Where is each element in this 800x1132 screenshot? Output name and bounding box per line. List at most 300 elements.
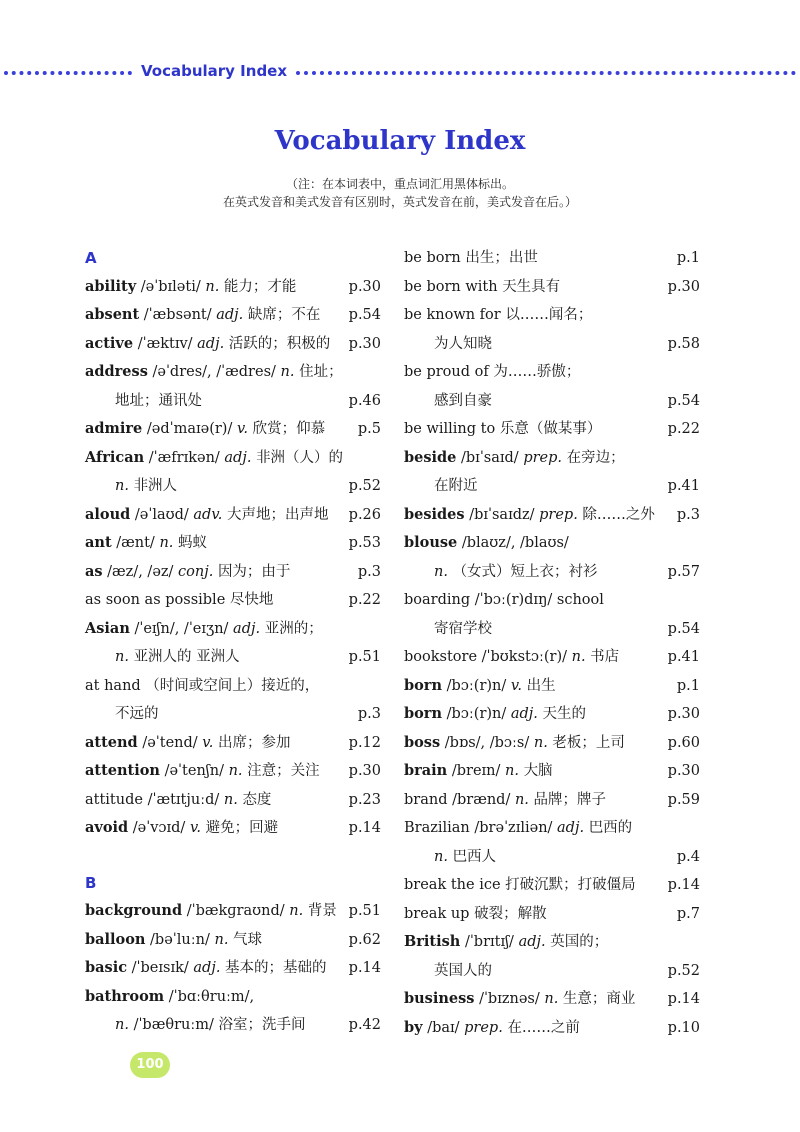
vocab-entry [85,586,381,615]
headword: beside [404,448,457,466]
phonetic: /ænt/ [116,535,155,551]
vocab-entry [404,643,700,672]
part-of-speech: n. [214,931,229,948]
phonetic: /bɪˈsaɪdz/ [469,506,535,523]
phonetic: /əˈdres/, /ˈædres/ [152,364,276,380]
part-of-speech: adv. [193,506,223,523]
entry-text [85,330,330,359]
headword: Brazilian [404,820,470,836]
vocab-entry [85,757,381,786]
continuation-text: 非洲人 [133,478,178,494]
definition: 大脑 [523,763,553,779]
vocab-entry [85,330,381,359]
headword: business [404,990,475,1007]
entry-text [85,869,96,898]
vocab-entry [404,729,700,758]
page-reference: p.12 [348,734,381,751]
headword: avoid [85,819,129,836]
phonetic: /bɔː(r)n/ [446,706,507,722]
part-of-speech: adj. [510,706,538,722]
phonetic: /ˈætɪtjuːd/ [147,791,220,808]
continuation-text: 地址；通讯处 [115,392,202,409]
definition: 巴西的 [588,820,633,836]
definition: 出席；参加 [218,734,291,751]
part-of-speech: n. [514,791,529,808]
phonetic: /ˈbɑːθruːm/, [168,988,255,1005]
entry-text [85,954,327,983]
entry-text [404,273,560,302]
definition: 除……之外 [582,506,655,523]
vocab-entry [404,700,700,729]
entry-text [404,529,569,558]
entry-text [404,444,625,473]
page-reference: p.14 [348,820,381,836]
headword: be willing to [404,421,496,437]
section-letter-label: B [85,873,97,892]
vocab-entry [404,985,700,1014]
definition: （时间或空间上）接近的， [145,677,320,694]
part-of-speech: n. [115,478,129,494]
entry-text [404,729,625,758]
headword: Asian [85,619,130,637]
page-reference: p.30 [348,335,381,352]
part-of-speech: n. [571,649,586,665]
vocab-entry [404,358,700,387]
headword: admire [85,420,143,437]
entry-text [404,700,586,729]
headword: as soon as possible [85,592,226,608]
definition: 品牌；牌子 [533,791,606,808]
headword: bookstore [404,649,478,665]
entry-text [434,843,496,872]
headword: background [85,902,183,919]
part-of-speech: n. [533,734,548,751]
vocab-entry [85,729,381,758]
headword: absent [85,306,140,323]
phonetic: /ˈæbsənt/ [143,307,212,323]
entry-text [404,985,635,1014]
entry-text [404,643,619,672]
phonetic: /ˈbækɡraʊnd/ [186,903,285,919]
entry-text [85,444,343,473]
headword: as [85,562,103,580]
continuation-text: 英国人的 [434,962,492,979]
headword: by [404,1018,423,1036]
headword: balloon [85,930,146,948]
definition: 为……骄傲； [493,364,581,380]
vocab-entry [85,897,381,926]
entry-text [404,1014,580,1043]
part-of-speech: n. [223,791,238,808]
vocab-entry-continuation [404,330,700,359]
note-line: 在英式发音和美式发音有区别时，英式发音在前，美式发音在后。） [222,195,577,209]
headword: brain [404,762,448,779]
entry-text [85,897,337,926]
part-of-speech: n. [505,763,519,779]
vocab-entry [404,928,700,957]
entry-text [85,757,320,786]
definition: 老板；上司 [552,734,625,751]
part-of-speech: n. [280,364,295,380]
phonetic: /əˈvɔɪd/ [132,820,186,836]
entry-text [85,586,273,615]
part-of-speech: prep. [539,506,578,523]
definition: 缺席；不在 [247,307,321,323]
page-reference: p.54 [667,620,700,637]
headword: active [85,334,134,352]
headword: African [85,448,145,466]
definition: 能力；才能 [223,278,297,295]
vocab-entry [404,444,700,473]
part-of-speech: v. [202,734,214,751]
phonetic: /ˈbɪznəs/ [479,991,540,1007]
section-letter [85,869,381,898]
entry-text [115,1011,305,1040]
entry-text [115,643,240,672]
page-title: Vocabulary Index [274,126,526,156]
definition: 背景 [307,903,337,919]
definition: 以……闻名； [505,307,593,323]
phonetic: /ˈbrɪtɪʃ/ [464,934,514,950]
vocab-entry [404,900,700,929]
part-of-speech: n. [434,848,448,865]
page-reference: p.57 [667,563,700,580]
entry-text [404,301,592,330]
vocab-entry [404,814,700,843]
headword: at hand [85,677,141,694]
vocab-entry [404,1014,700,1043]
entry-text [85,926,262,955]
headword: basic [85,959,128,976]
page-reference: p.54 [667,392,700,409]
phonetic: /ˈæktɪv/ [137,335,193,352]
page-reference: p.26 [348,506,381,523]
entry-text [434,330,492,359]
page-reference: p.53 [348,535,381,551]
page-reference: p.30 [667,763,700,779]
page-reference: p.10 [667,1019,700,1036]
entry-text [115,387,202,416]
dotted-rule-right [296,71,796,75]
page-reference: p.23 [348,791,381,808]
page-reference: p.4 [676,848,700,865]
definition: 亚洲的； [264,620,323,637]
section-letter [85,244,381,273]
entry-text [85,415,325,444]
part-of-speech: n. [115,1017,129,1033]
headword: attend [85,733,138,751]
entry-text [85,273,296,302]
phonetic: /əˈbɪləti/ [140,278,201,295]
vocab-entry-continuation [85,700,381,729]
page-reference: p.59 [667,791,700,808]
entry-text [434,472,478,501]
part-of-speech: adj. [518,934,546,950]
definition: 书店 [590,649,620,665]
entry-text [404,415,601,444]
right-column [404,244,700,1042]
entry-text [404,672,556,701]
note-line: （注：在本词表中，重点词汇用黑体标出。 [285,177,514,191]
phonetic: /brænd/ [452,791,511,808]
vocab-entry [85,672,381,701]
entry-text [85,501,329,530]
header-title: Vocabulary Index [141,62,288,80]
phonetic: /əˈtenʃn/ [164,763,224,779]
definition: 欣赏；仰慕 [252,421,326,437]
headword: break the ice [404,877,501,893]
dotted-rule-left [4,71,132,75]
page-reference: p.30 [348,278,381,295]
page-reference: p.22 [348,592,381,608]
page-reference: p.51 [348,649,381,665]
definition: 天生具有 [502,278,561,295]
vocab-entry [404,301,700,330]
vocab-entry [85,415,381,444]
part-of-speech: v. [236,421,249,437]
vocab-entry-continuation [85,643,381,672]
vocab-entry-continuation [85,387,381,416]
vocab-entry-continuation [85,472,381,501]
entry-text [115,700,159,729]
vocab-entry [85,814,381,843]
part-of-speech: prep. [464,1019,503,1036]
entry-text [85,672,319,701]
definition: 生意；商业 [562,991,636,1007]
definition: 态度 [242,791,272,808]
headword: ability [85,277,137,295]
page-reference: p.52 [348,478,381,494]
headword: ant [85,534,112,551]
page-reference: p.1 [676,677,700,694]
part-of-speech: adj. [224,449,252,466]
definition: 活跃的；积极的 [228,335,331,352]
page-reference: p.46 [348,392,381,409]
page-reference: p.22 [667,421,700,437]
vocab-entry [85,954,381,983]
definition: 住址； [299,364,343,380]
entry-text [404,501,655,530]
entry-text [85,358,343,387]
entry-text [404,586,604,615]
vocab-entry [85,615,381,644]
phonetic: /ədˈmaɪə(r)/ [146,421,233,437]
vocab-entry-continuation [404,472,700,501]
part-of-speech: n. [159,535,174,551]
definition: 在旁边； [566,449,625,466]
part-of-speech: adj. [233,620,261,637]
vocab-entry [85,786,381,815]
vocab-entry [404,757,700,786]
continuation-text: 亚洲人 [196,649,240,665]
entry-text [85,558,290,587]
phonetic: /ˈbɔː(r)dɪŋ/ school [474,592,604,608]
headword: brand [404,791,448,808]
phonetic: /brəˈzɪliən/ [474,820,553,836]
continuation-text: 浴室；洗手间 [218,1017,306,1033]
entry-text [85,729,291,758]
definition: 打破沉默；打破僵局 [505,877,636,893]
headword: aloud [85,505,131,523]
page-reference: p.60 [667,734,700,751]
page-reference: p.62 [348,931,381,948]
part-of-speech: adj. [197,335,225,352]
part-of-speech: n. [289,903,304,919]
headword: bathroom [85,987,165,1005]
phonetic: /bɔː(r)n/ [446,677,507,694]
page-reference: p.52 [667,962,700,979]
part-of-speech: adj. [193,960,221,976]
part-of-speech: conj. [178,563,214,580]
left-column [85,244,381,1040]
vocab-entry-continuation [404,843,700,872]
definition: 大声地；出声地 [227,506,329,523]
part-of-speech: v. [510,677,522,694]
headword: besides [404,505,465,523]
headword: be proud of [404,364,489,380]
phonetic: /ˈæfrɪkən/ [148,449,220,466]
vocab-entry [404,244,700,273]
vocab-entry [85,983,381,1012]
headword: blouse [404,534,458,551]
headword: address [85,363,148,380]
vocab-entry [85,558,381,587]
page-reference: p.54 [348,307,381,323]
definition: 因为；由于 [217,563,291,580]
entry-text [85,615,323,644]
page-reference: p.14 [348,960,381,976]
page-reference: p.30 [348,763,381,779]
continuation-text: 寄宿学校 [434,620,492,637]
vocab-entry [404,415,700,444]
page-reference: p.7 [676,905,700,922]
phonetic: /ˈbeɪsɪk/ [131,960,189,976]
headword: boarding [404,592,471,608]
part-of-speech: n. [228,763,243,779]
part-of-speech: n. [205,278,220,295]
vocab-entry [85,358,381,387]
definition: 避免；回避 [205,820,279,836]
vocab-entry [404,586,700,615]
definition: 注意；关注 [247,763,320,779]
vocab-entry-continuation [404,957,700,986]
entry-text [404,757,553,786]
entry-text [404,871,636,900]
definition: 出生；出世 [465,250,538,266]
entry-text [404,786,606,815]
vocab-entry-continuation [404,558,700,587]
headword: be born with [404,278,498,295]
entry-text [404,900,547,929]
entry-text [85,786,271,815]
vocab-entry [85,529,381,558]
definition: 破裂；解散 [474,905,547,922]
definition: 基本的；基础的 [225,960,327,976]
page-reference: p.3 [676,506,700,523]
continuation-text: （女式）短上衣；衬衫 [452,563,598,580]
entry-text [434,558,598,587]
phonetic: /bɪˈsaɪd/ [461,449,519,466]
vocab-entry [404,273,700,302]
definition: 非洲（人）的 [256,449,344,466]
entry-text [404,244,538,273]
page-reference: p.3 [357,706,381,722]
headword: born [404,676,442,694]
entry-text [85,244,97,273]
entry-text [115,472,177,501]
vocab-entry-continuation [404,387,700,416]
phonetic: /ˈeɪʃn/, /ˈeɪʒn/ [134,620,229,637]
phonetic: /bɒs/, /bɔːs/ [444,734,530,751]
part-of-speech: n. [434,563,448,580]
section-gap [85,843,381,869]
vocab-entry [404,672,700,701]
page-header [0,60,800,86]
phonetic: /blaʊz/, /blaʊs/ [461,535,569,551]
page-reference: p.1 [676,250,700,266]
definition: 蚂蚁 [178,535,207,551]
section-letter-label: A [85,249,97,267]
entry-text [85,983,254,1012]
page-reference: p.58 [667,335,700,352]
phonetic: /ˈbʊkstɔː(r)/ [481,649,567,665]
vocab-entry [404,529,700,558]
phonetic: /æz/, /əz/ [107,563,174,580]
page-reference: p.41 [667,649,700,665]
phonetic: /baɪ/ [427,1019,460,1036]
part-of-speech: adj. [557,820,585,836]
part-of-speech: n. [115,649,129,665]
definition: 在……之前 [507,1019,580,1036]
phonetic: /əˈtend/ [142,734,198,751]
vocab-entry [404,871,700,900]
page-reference: p.5 [357,421,381,437]
definition: 天生的 [542,706,587,722]
page-reference: p.3 [357,563,381,580]
headword: boss [404,733,441,751]
definition: 乐意（做某事） [499,421,602,437]
part-of-speech: adj. [216,307,244,323]
entry-text [434,387,492,416]
definition: 气球 [233,931,263,948]
continuation-text: 巴西人 [452,848,497,865]
vocab-entry [85,273,381,302]
headword: be known for [404,307,501,323]
entry-text [85,301,320,330]
entry-text [434,957,492,986]
page-reference: p.14 [667,991,700,1007]
continuation-text: 为人知晓 [434,335,492,352]
vocab-entry [404,501,700,530]
vocab-entry [85,301,381,330]
page-reference: p.41 [667,478,700,494]
page-reference: p.51 [348,903,381,919]
vocab-entry [85,501,381,530]
page-reference: p.30 [667,278,700,295]
phonetic: /əˈlaʊd/ [134,506,189,523]
vocab-entry-continuation [404,615,700,644]
definition: 出生 [526,677,556,694]
page-number-badge: 100 [130,1052,170,1078]
entry-text [434,615,492,644]
entry-text [404,814,632,843]
continuation-text: 不远的 [115,706,159,722]
page-reference: p.14 [667,877,700,893]
vocab-entry [85,926,381,955]
continuation-text: 在附近 [434,478,478,494]
part-of-speech: prep. [523,449,562,466]
definition: 英国的； [550,934,609,950]
